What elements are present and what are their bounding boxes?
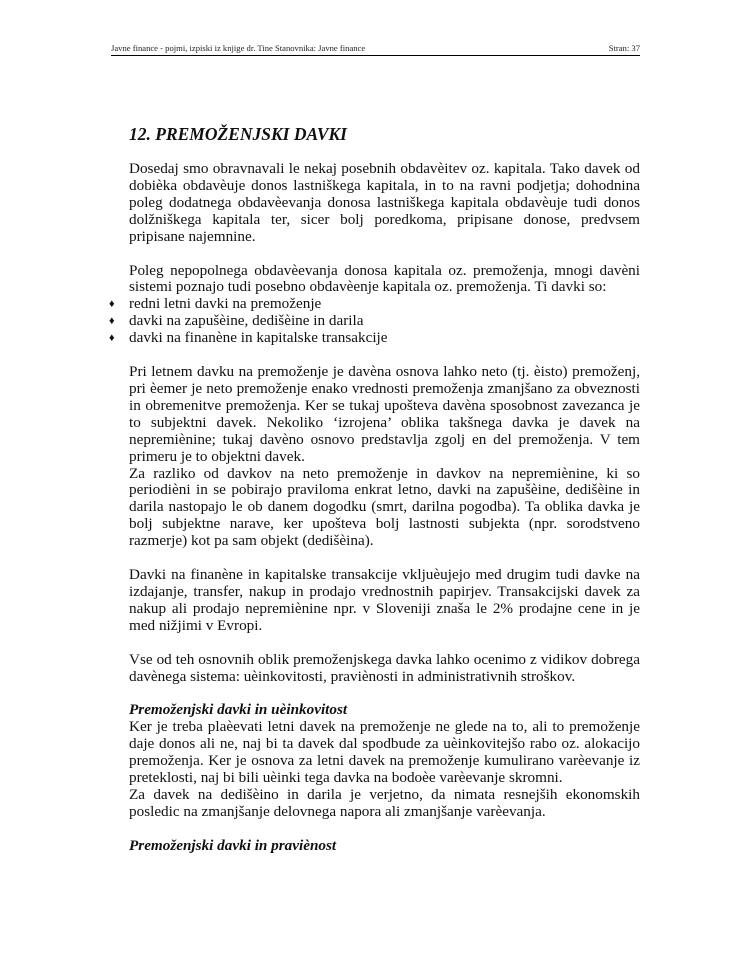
paragraph-types-intro: Poleg nepopolnega obdavèevanja donosa kapitala oz. premoženja, mnogi davèni sistemi poznajo tudi posebno obdavèenje kapitala oz. premoženja. Ti davki so: [129, 261, 640, 296]
spacer [129, 246, 640, 263]
diamond-bullet-icon: ♦ [109, 298, 115, 311]
diamond-bullet-icon: ♦ [109, 315, 115, 328]
list-item [109, 295, 640, 313]
paragraph-annual-tax: Pri letnem davku na premoženje je davèna osnova lahko neto (tj. èisto) premoženj, pri èemer je neto premoženje enako vrednosti premoženja zmanjšano za obveznosti in obremenitve premoženja. Ker se tukaj upošteva davèna sposobnost zavezanca je to subjektni davek. Nekoliko ‘izrojena’ oblika takšnega davka je davek na nepremiènine; tukaj davèno osnovo predstavlja zgolj en del premoženja. V tem primeru je to objektni davek. [129, 363, 640, 465]
paragraph-evaluation: Vse od teh osnovnih oblik premoženjskega davka lahko ocenimo z vidikov dobrega davènega sistema: uèinkovitosti, praviènosti in administrativnih stroškov. [129, 650, 640, 685]
spacer [129, 821, 640, 838]
list-item-text: redni letni davki na premoženje [129, 295, 322, 313]
page-number: Stran: 37 [608, 43, 640, 53]
list-item-text: davki na finanène in kapitalske transakcije [129, 329, 388, 347]
tax-types-list [109, 295, 640, 347]
header-divider [111, 55, 640, 56]
subheading-efficiency: Premoženjski davki in uèinkovitost [129, 701, 348, 719]
spacer [129, 550, 640, 567]
page-content [109, 124, 640, 855]
diamond-bullet-icon: ♦ [109, 332, 115, 345]
chapter-title: 12. PREMOŽENJSKI DAVKI [129, 124, 347, 144]
paragraph-intro: Dosedaj smo obravnavali le nekaj posebnih obdavèitev oz. kapitala. Tako davek od dobièka obdavèuje donos lastniškega kapitala, in to na ravni podjetja; dohodnina poleg dodatnega obdavèevanja donosa lastniškega kapitala obdavèuje tudi donos dolžniškega kapitala ter, sicer bolj poredkoma, pripisane donose, predvsem pripisane najemnine. [129, 160, 640, 245]
paragraph-transaction-tax: Davki na finanène in kapitalske transakcije vkljuèujejo med drugim tudi davke na izdajanje, transfer, nakup in prodajo vrednostnih papirjev. Transakcijski davek za nakup ali prodajo nepremiènine npr. v Sloveniji znaša le 2% prodajne cene in je med nižjimi v Evropi. [129, 566, 640, 634]
page-header [111, 41, 640, 55]
paragraph-inheritance-tax: Za razliko od davkov na neto premoženje in davkov na nepremiènine, ki so periodièni in se pobirajo praviloma enkrat letno, davki na zapušèine, dedišèine in darila nastopajo le ob danem dogodku (smrt, darilna pogodba). Ta oblika davka je bolj subjektne narave, ker upošteva bolj lastnosti subjekta (npr. sorodstveno razmerje) kot pa sam objekt (dedišèina). [129, 464, 640, 550]
spacer [129, 347, 640, 364]
list-item-text: davki na zapušèine, dedišèine in darila [129, 312, 364, 330]
header-title: Javne finance - pojmi, izpiski iz knjige dr. Tine Stanovnika: Javne finance [111, 43, 366, 53]
spacer [129, 635, 640, 652]
list-item [109, 312, 640, 330]
spacer [129, 685, 640, 702]
paragraph-efficiency-inheritance: Za davek na dedišèino in darila je verjetno, da nimata resnejših ekonomskih posledic na zmanjšanje delovnega napora ali zmanjšanje varèevanja. [129, 786, 640, 820]
paragraph-efficiency-annual: Ker je treba plaèevati letni davek na premoženje ne glede na to, ali to premoženje daje donos ali ne, naj bi ta davek dal spodbude za uèinkovitejšo rabo oz. alokacijo premoženja. Ker je osnova za letni davek na premoženje kumulirano varèevanje iz preteklosti, naj bi bili uèinki tega davka na bodoèe varèevanje skromni. [129, 718, 640, 787]
list-item [109, 329, 640, 347]
subheading-fairness: Premoženjski davki in praviènost [129, 836, 337, 854]
